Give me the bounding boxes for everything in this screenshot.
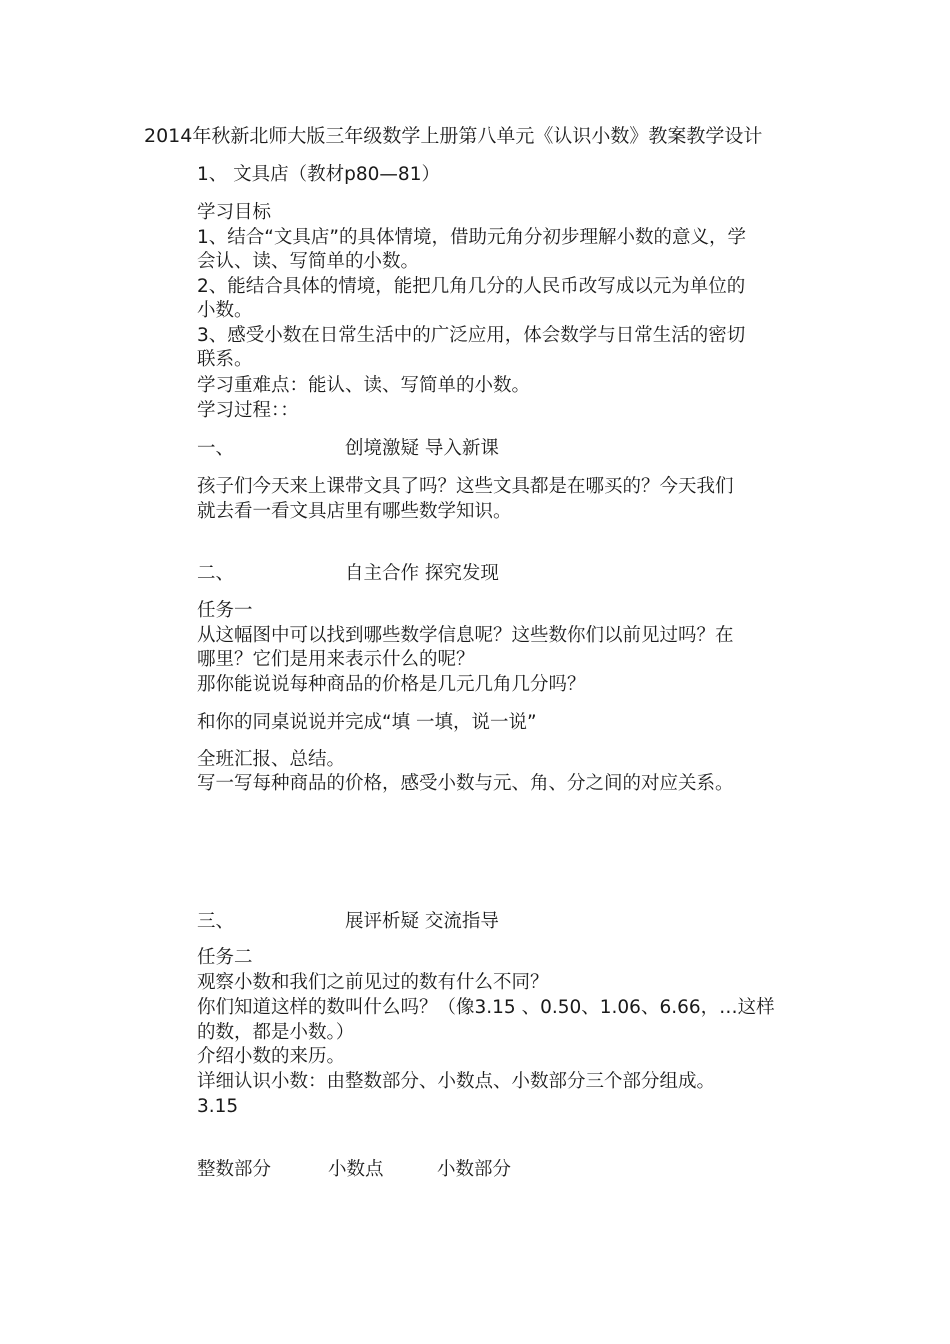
process-label: 学习过程：： [197, 400, 299, 421]
class-summary: 全班汇报、总结。 [197, 749, 346, 770]
section-1-text-line-1: 孩子们今天来上课带文具了吗？这些文具都是在哪买的？今天我们 [197, 476, 734, 497]
section-1-title: 创境激疑 导入新课 [345, 438, 499, 459]
task-1-label: 任务一 [197, 600, 253, 621]
document-title: 2014年秋新北师大版三年级数学上册第八单元《认识小数》教案教学设计 [144, 125, 763, 147]
integer-part-label: 整数部分 [197, 1159, 272, 1180]
goal-2-line-2: 小数。 [197, 300, 253, 321]
section-1-number: 一、 [197, 438, 235, 459]
decimal-intro-line-2: 的数，都是小数。） [197, 1022, 355, 1043]
decimal-example: 3.15 [197, 1096, 239, 1117]
write-prices-instruction: 写一写每种商品的价格，感受小数与元、角、分之间的对应关系。 [197, 773, 734, 794]
observe-question: 观察小数和我们之前见过的数有什么不同？ [197, 972, 549, 993]
section-2-title: 自主合作 探究发现 [345, 563, 499, 584]
section-1-text-line-2: 就去看一看文具店里有哪些数学知识。 [197, 501, 512, 522]
decimal-parts-description: 详细认识小数：由整数部分、小数点、小数部分三个部分组成。 [197, 1071, 716, 1092]
lesson-heading: 1、 文具店（教材p80—81） [197, 164, 440, 185]
decimal-part-label: 小数部分 [437, 1159, 512, 1180]
goal-1-line-2: 会认、读、写简单的小数。 [197, 251, 420, 272]
goal-2-line-1: 2、能结合具体的情境，能把几角几分的人民币改写成以元为单位的 [197, 276, 746, 297]
section-2-question-line-3: 那你能说说每种商品的价格是几元几角几分吗？ [197, 674, 586, 695]
decimal-intro-line-1: 你们知道这样的数叫什么吗？（像3.15 、0.50、1.06、6.66，…这样 [197, 997, 775, 1018]
section-2-question-line-2: 哪里？它们是用来表示什么的呢？ [197, 649, 475, 670]
decimal-point-label: 小数点 [328, 1159, 384, 1180]
pair-talk-instruction: 和你的同桌说说并完成“填 一填，说一说” [197, 712, 537, 733]
section-3-title: 展评析疑 交流指导 [345, 911, 499, 932]
goal-3-line-2: 联系。 [197, 349, 253, 370]
goal-1-line-1: 1、结合“文具店”的具体情境，借助元角分初步理解小数的意义，学 [197, 227, 746, 248]
goals-label: 学习目标 [197, 202, 272, 223]
section-3-number: 三、 [197, 911, 235, 932]
decimal-history: 介绍小数的来历。 [197, 1046, 346, 1067]
task-2-label: 任务二 [197, 947, 253, 968]
section-2-number: 二、 [197, 563, 235, 584]
key-points: 学习重难点：能认、读、写简单的小数。 [197, 375, 531, 396]
goal-3-line-1: 3、感受小数在日常生活中的广泛应用，体会数学与日常生活的密切 [197, 325, 746, 346]
section-2-question-line-1: 从这幅图中可以找到哪些数学信息呢？这些数你们以前见过吗？在 [197, 625, 734, 646]
